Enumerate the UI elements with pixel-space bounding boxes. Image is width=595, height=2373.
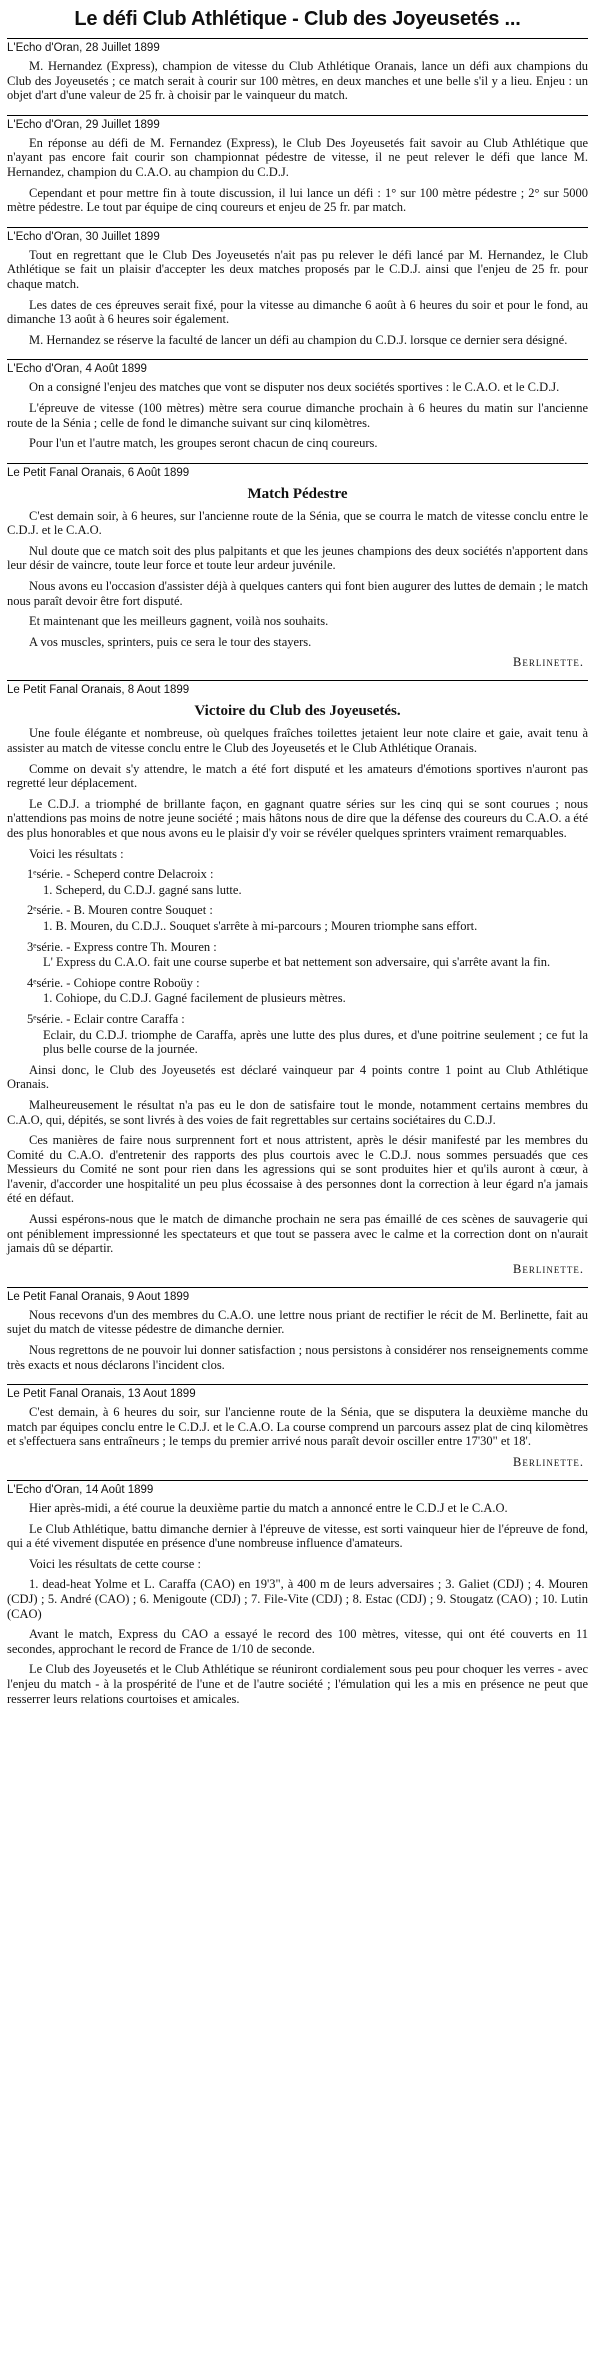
article-paragraph: Cependant et pour mettre fin à toute discussion, il lui lance un défi : 1° sur 100 mètre pédestre ; 2° sur 5000 mètre pédestre. Le tout par équipe de cinq coureurs et enjeu de 25 fr. par match. bbox=[7, 185, 588, 215]
article-signature: Berlinette. bbox=[513, 1261, 584, 1276]
article-source: L'Echo d'Oran, 30 Juillet 1899 bbox=[7, 230, 160, 243]
article-headline: Match Pédestre bbox=[247, 485, 348, 502]
article-echo-4-aout bbox=[7, 359, 588, 462]
article-paragraph: Ainsi donc, le Club des Joyeusetés est déclaré vainqueur par 4 points contre 1 point au Club Athlétique Oranais. bbox=[7, 1062, 588, 1092]
article-fanal-6-aout bbox=[7, 463, 588, 681]
result-detail: 1. B. Mouren, du C.D.J.. Souquet s'arrête à mi-parcours ; Mouren triomphe sans effort. bbox=[43, 918, 478, 933]
article-paragraph: Et maintenant que les meilleurs gagnent, voilà nos souhaits. bbox=[29, 614, 329, 629]
result-detail: Eclair, du C.D.J. triomphe de Caraffa, après une lutte des plus dures, et d'une poitrine seulement ; ce fut la plus belle course de la journée. bbox=[43, 1027, 588, 1057]
article-signature: Berlinette. bbox=[513, 655, 584, 670]
article-echo-30-juillet bbox=[7, 227, 588, 360]
article-paragraph: Une foule élégante et nombreuse, où quelques fraîches toilettes jetaient leur note claire et gaie, avait tenu à assister au match de vitesse conclu entre le Club des Joyeusetés et le Club Athlétique Oranais. bbox=[7, 726, 588, 756]
article-source: L'Echo d'Oran, 29 Juillet 1899 bbox=[7, 118, 160, 131]
article-paragraph: A vos muscles, sprinters, puis ce sera le tour des stayers. bbox=[29, 634, 312, 649]
article-paragraph: C'est demain, à 6 heures du soir, sur l'ancienne route de la Sénia, que se disputera la deuxième manche du match par équipes conclu entre le C.D.J. et le C.A.O. La course comprend un parcours assez plat de cinq kilomètres et s'effectuera sans entraîneurs ; le temps du premier arrivé nous paraît devoir osciller entre 17'30" et 18'. bbox=[7, 1405, 588, 1449]
article-echo-28-juillet bbox=[7, 38, 588, 115]
article-source: Le Petit Fanal Oranais, 13 Aout 1899 bbox=[7, 1388, 196, 1401]
result-detail: 1. Cohiope, du C.D.J. Gagné facilement de plusieurs mètres. bbox=[43, 991, 346, 1006]
result-serie: 5ᵉsérie. - Eclair contre Caraffa : bbox=[27, 1011, 185, 1026]
article-headline: Victoire du Club des Joyeusetés. bbox=[194, 703, 401, 720]
results-list: 1. dead-heat Yolme et L. Caraffa (CAO) en 19'3", à 400 m de leurs adversaires ; 3. Galiet (CDJ) ; 4. Mouren (CDJ) ; 5. André (CAO) ; 6. Menigoute (CDJ) ; 7. File-Vite (CDJ) ; 8. Estac (CDJ) ; 9. Stougatz (CAO) ; 10. Lutin (CAO) bbox=[7, 1577, 588, 1621]
article-paragraph: M. Hernandez se réserve la faculté de lancer un défi au champion du C.D.J. lorsque ce dernier sera désigné. bbox=[29, 332, 568, 347]
result-serie: 1ᵉsérie. - Scheperd contre Delacroix : bbox=[27, 867, 214, 882]
result-serie: 2ᵉsérie. - B. Mouren contre Souquet : bbox=[27, 903, 213, 918]
article-paragraph: Voici les résultats de cette course : bbox=[29, 1556, 201, 1571]
article-paragraph: Nous regrettons de ne pouvoir lui donner satisfaction ; nous persistons à considérer nos renseignements comme très exacts et nous déclarons l'incident clos. bbox=[7, 1343, 588, 1372]
result-serie: 3ᵉsérie. - Express contre Th. Mouren : bbox=[27, 939, 217, 954]
article-paragraph: Nul doute que ce match soit des plus palpitants et que les jeunes champions des deux sociétés n'apportent dans leur désir de vaincre, toute leur force et toute leur ardeur juvénile. bbox=[7, 543, 588, 573]
article-signature: Berlinette. bbox=[513, 1455, 584, 1469]
article-paragraph: C'est demain soir, à 6 heures, sur l'ancienne route de la Sénia, que se courra le match de vitesse conclu entre le C.D.J. et le C.A.O. bbox=[7, 508, 588, 538]
page-title: Le défi Club Athlétique - Club des Joyeusetés ... bbox=[74, 8, 521, 30]
article-echo-29-juillet bbox=[7, 115, 588, 227]
article-paragraph: On a consigné l'enjeu des matches que vont se disputer nos deux sociétés sportives : le C.A.O. et le C.D.J. bbox=[29, 380, 560, 395]
article-source: L'Echo d'Oran, 4 Août 1899 bbox=[7, 363, 147, 376]
article-source: L'Echo d'Oran, 14 Août 1899 bbox=[7, 1484, 154, 1496]
article-paragraph: Nous avons eu l'occasion d'assister déjà à quelques canters qui font bien augurer des luttes de demain ; le match nous paraît devoir être fort disputé. bbox=[7, 579, 588, 608]
article-source: Le Petit Fanal Oranais, 6 Août 1899 bbox=[7, 466, 190, 479]
article-paragraph: Le Club des Joyeusetés et le Club Athlétique se réuniront cordialement sous peu pour choquer les verres - avec l'enjeu du match - à la prospérité de l'une et de l'autre société ; l'émulation qui les a mis en présence ne peut que resserrer leurs relations courtoises et amicales. bbox=[7, 1662, 588, 1706]
article-paragraph: Avant le match, Express du CAO a essayé le record des 100 mètres, vitesse, qui ont été couverts en 11 secondes, approchant le record de France de 1/10 de seconde. bbox=[7, 1627, 588, 1656]
article-source: Le Petit Fanal Oranais, 9 Aout 1899 bbox=[7, 1290, 190, 1303]
article-paragraph: Tout en regrettant que le Club Des Joyeusetés n'ait pas pu relever le défi lancé par M. Hernandez, le Club Athlétique se fait un plaisir d'accepter les deux matches proposés par le C.D.J. ainsi que l'enjeu de 25 fr. pour chaque match. bbox=[7, 247, 588, 291]
article-echo-14-aout bbox=[7, 1480, 588, 1718]
article-paragraph: Pour l'un et l'autre match, les groupes seront chacun de cinq coureurs. bbox=[29, 436, 378, 451]
article-paragraph: Aussi espérons-nous que le match de dimanche prochain ne sera pas émaillé de ces scènes de sauvagerie qui ont péniblement impressionné les spectateurs et que tout se passera avec le calme et la correction dont on n'aurait jamais dû se départir. bbox=[7, 1212, 588, 1256]
article-source: Le Petit Fanal Oranais, 8 Aout 1899 bbox=[7, 684, 190, 697]
article-paragraph: Ces manières de faire nous surprennent fort et nous attristent, après le désir manifesté par les membres du Comité du C.A.O. d'entretenir des rapports des plus courtois avec le C.D.J. nous sommes persuadés que ces Messieurs du Comité ne sont pour rien dans les agressions qui se sont produites hier et qu'ils auront à cœur, à l'avenir, d'accorder une hospitalité un peu plus écossaise à des personnes dont la correction à leur égard n'a jamais été en défaut. bbox=[7, 1133, 588, 1206]
article-fanal-13-aout bbox=[7, 1384, 588, 1480]
article-paragraph: M. Hernandez (Express), champion de vitesse du Club Athlétique Oranais, lance un défi aux champions du Club des Joyeusetés ; ce match serait à courir sur 100 mètres, en deux manches et une belle s'il y a lieu. Enjeu : un objet d'art d'une valeur de 25 fr. à choisir par le vainqueur du match. bbox=[7, 59, 588, 103]
article-paragraph: Le C.D.J. a triomphé de brillante façon, en gagnant quatre séries sur les cinq qui se sont courues ; nous n'attendions pas moins de notre jeune société ; mais hâtons nous de dire que la défense des coureurs du C.A.O. a été des plus honorables et que nous avons eu le plaisir d'y voir se révéler quelques sprinters vraiment remarquables. bbox=[7, 796, 588, 840]
document-page bbox=[7, 0, 588, 1718]
article-fanal-8-aout bbox=[7, 680, 588, 1286]
article-paragraph: En réponse au défi de M. Fernandez (Express), le Club Des Joyeusetés fait savoir au Club Athlétique que n'ayant pas encore fait courir son championnat pédestre de vitesse, il ne peut relever le défi que lance M. Hernandez, champion du C.A.O. au champion du C.D.J. bbox=[7, 135, 588, 179]
result-detail: L' Express du C.A.O. fait une course superbe et bat nettement son adversaire, qui s'arrête avant la fin. bbox=[43, 955, 551, 970]
article-paragraph: Le Club Athlétique, battu dimanche dernier à l'épreuve de vitesse, est sorti vainqueur hier de l'épreuve de fond, qui a été vivement disputée en présence d'une nombreuse influence d'amateurs. bbox=[7, 1521, 588, 1551]
article-paragraph: L'épreuve de vitesse (100 mètres) mètre sera courue dimanche prochain à 6 heures du matin sur l'ancienne route de la Sénia ; celle de fond le dimanche suivant sur cinq kilomètres. bbox=[7, 400, 588, 430]
article-fanal-9-aout bbox=[7, 1287, 588, 1384]
result-serie: 4ᵉsérie. - Cohiope contre Roboüy : bbox=[27, 975, 200, 990]
article-paragraph: Comme on devait s'y attendre, le match a été fort disputé et les amateurs d'émotions sportives n'auront pas regretté leur déplacement. bbox=[7, 761, 588, 791]
article-paragraph: Hier après-midi, a été courue la deuxième partie du match a annoncé entre le C.D.J et le C.A.O. bbox=[29, 1501, 508, 1515]
article-paragraph: Voici les résultats : bbox=[29, 846, 124, 861]
article-paragraph: Malheureusement le résultat n'a pas eu le don de satisfaire tout le monde, notamment certains membres du C.A.O, qui, dépités, se sont livrés à des voies de fait regrettables sur certains sociétaires du C.D.J. bbox=[7, 1097, 588, 1127]
article-paragraph: Les dates de ces épreuves serait fixé, pour la vitesse au dimanche 6 août à 6 heures du soir et pour le fond, au dimanche 13 août à 6 heures soir également. bbox=[7, 297, 588, 327]
result-detail: 1. Scheperd, du C.D.J. gagné sans lutte. bbox=[43, 882, 242, 897]
article-paragraph: Nous recevons d'un des membres du C.A.O. une lettre nous priant de rectifier le récit de M. Berlinette, fait au sujet du match de vitesse pédestre de dimanche dernier. bbox=[7, 1307, 588, 1337]
article-source: L'Echo d'Oran, 28 Juillet 1899 bbox=[7, 42, 160, 54]
